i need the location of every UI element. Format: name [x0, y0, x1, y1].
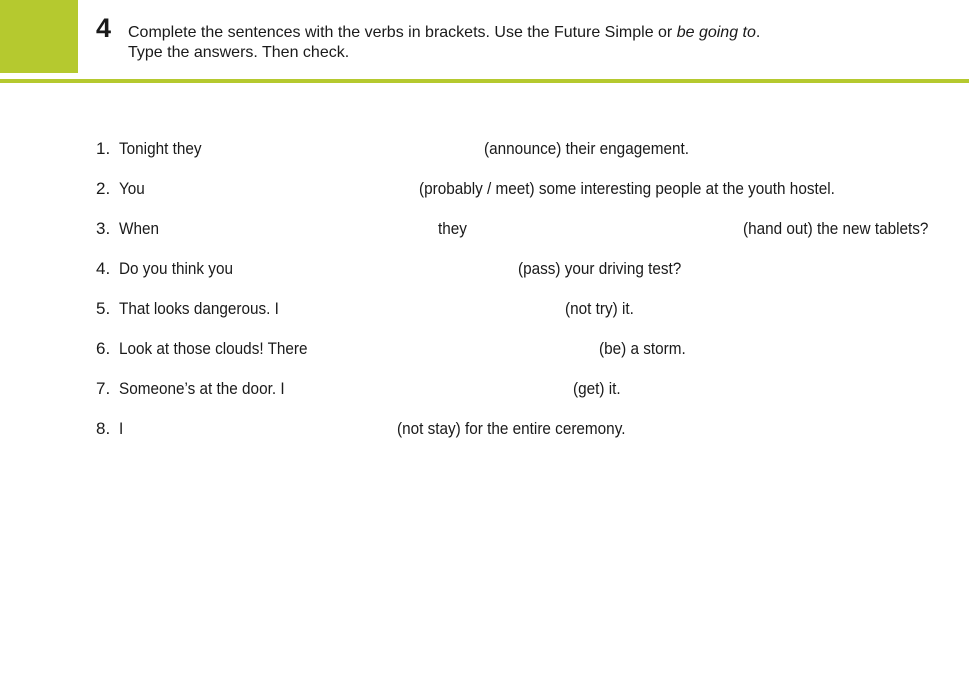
- item-text-after: (pass) your driving test?: [518, 259, 682, 278]
- instructions-period: .: [755, 24, 761, 41]
- item-text-before: Do you think you: [119, 259, 233, 278]
- item-text-after: (not stay) for the entire ceremony.: [397, 419, 626, 438]
- item-number: 7.: [96, 379, 111, 398]
- item-text-before: When: [119, 219, 159, 238]
- answer-input-2[interactable]: [474, 218, 738, 240]
- item-text-after: (announce) their engagement.: [484, 139, 689, 158]
- exercise-item: [0, 216, 969, 242]
- item-text-before: Tonight they: [119, 139, 202, 158]
- item-number: 8.: [96, 419, 111, 438]
- exercise-number: 4: [96, 13, 112, 43]
- answer-input[interactable]: [297, 298, 561, 320]
- item-text-after: (be) a storm.: [599, 339, 686, 358]
- item-number: 3.: [96, 219, 111, 238]
- answer-input[interactable]: [215, 138, 480, 160]
- item-text-after: (not try) it.: [565, 299, 634, 318]
- answer-input[interactable]: [305, 378, 569, 400]
- instructions-line-2: Type the answers. Then check.: [128, 44, 350, 61]
- answer-input[interactable]: [250, 258, 514, 280]
- exercise-item: [0, 416, 969, 442]
- item-text-after: (get) it.: [573, 379, 621, 398]
- item-number: 6.: [96, 339, 111, 358]
- item-number: 4.: [96, 259, 111, 278]
- answer-input[interactable]: [128, 418, 393, 440]
- answer-input[interactable]: [331, 338, 595, 360]
- item-number: 1.: [96, 139, 111, 158]
- item-number: 2.: [96, 179, 111, 198]
- item-text-after: (hand out) the new tablets?: [743, 219, 929, 238]
- item-text-before: Someone’s at the door. I: [119, 379, 285, 398]
- item-text-before: That looks dangerous. I: [119, 299, 279, 318]
- item-text-before: Look at those clouds! There: [119, 339, 308, 358]
- instructions-text: Complete the sentences with the verbs in brackets. Use the Future Simple or: [128, 24, 677, 41]
- exercise-item: [0, 376, 969, 402]
- exercise-item: [0, 256, 969, 282]
- item-text-before: I: [119, 419, 124, 438]
- exercise-item: [0, 336, 969, 362]
- item-number: 5.: [96, 299, 111, 318]
- item-text-before: You: [119, 179, 145, 198]
- item-text-after: (probably / meet) some interesting people at the youth hostel.: [419, 179, 835, 198]
- exercise-item: [0, 176, 969, 202]
- exercise-item: [0, 296, 969, 322]
- item-text-middle: they: [438, 219, 467, 238]
- exercise-item: [0, 136, 969, 162]
- answer-input[interactable]: [150, 178, 415, 200]
- instructions-italic: be going to: [676, 24, 756, 41]
- answer-input-1[interactable]: [168, 218, 432, 240]
